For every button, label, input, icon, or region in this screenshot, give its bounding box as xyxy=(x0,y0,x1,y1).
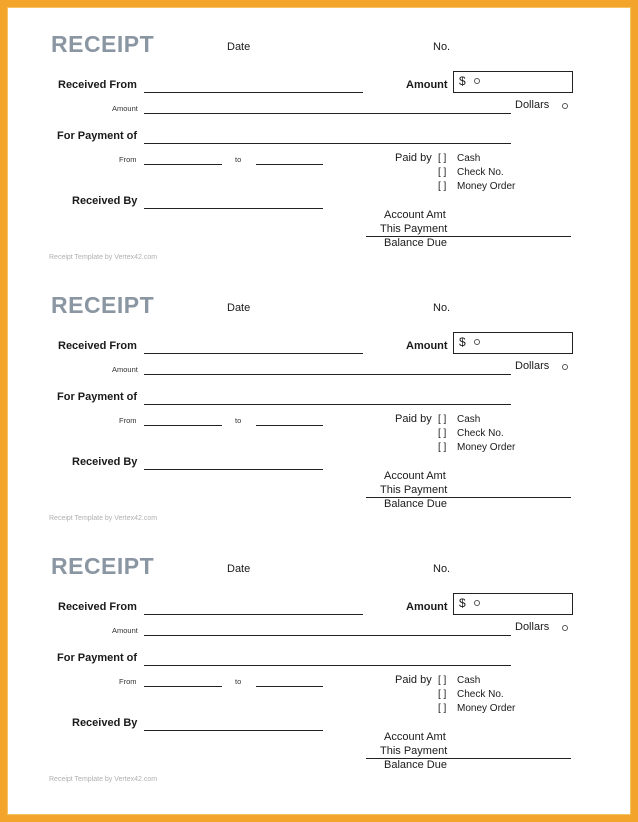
check-number-label: Check No. xyxy=(457,167,504,178)
received-by-field[interactable] xyxy=(144,208,323,209)
this-payment-label: This Payment xyxy=(380,223,448,235)
to-date-field[interactable] xyxy=(256,425,323,426)
receipt-title: RECEIPT xyxy=(51,553,155,579)
check-checkbox[interactable]: [ ] xyxy=(438,428,447,439)
money-order-checkbox[interactable]: [ ] xyxy=(438,181,447,192)
received-from-label: Received From xyxy=(58,79,137,91)
check-number-label: Check No. xyxy=(457,428,504,439)
receipt-title: RECEIPT xyxy=(51,292,155,318)
amount-label: Amount xyxy=(406,79,448,91)
amount-label: Amount xyxy=(406,340,448,352)
received-from-field[interactable] xyxy=(144,353,363,354)
check-checkbox[interactable]: [ ] xyxy=(438,689,447,700)
circle-icon xyxy=(562,625,568,631)
payment-for-field[interactable] xyxy=(144,665,511,666)
currency-symbol: $ xyxy=(459,596,466,610)
received-by-field[interactable] xyxy=(144,730,323,731)
dollars-label: Dollars xyxy=(515,621,550,633)
payment-for-label: For Payment of xyxy=(57,652,138,664)
money-order-checkbox[interactable]: [ ] xyxy=(438,703,447,714)
received-by-label: Received By xyxy=(72,456,138,468)
cash-checkbox[interactable]: [ ] xyxy=(438,675,447,686)
check-number-label: Check No. xyxy=(457,689,504,700)
to-label: to xyxy=(235,677,242,686)
watermark: Receipt Template by Vertex42.com xyxy=(49,515,158,522)
paid-by-label: Paid by xyxy=(395,413,432,425)
circle-icon xyxy=(474,339,480,345)
amount-field[interactable] xyxy=(453,332,573,354)
amount-in-words-label: Amount xyxy=(112,365,138,374)
account-amount-label: Account Amt xyxy=(384,209,446,221)
receipt-number-label: No. xyxy=(433,563,451,575)
receipt-number-label: No. xyxy=(433,41,451,53)
received-by-label: Received By xyxy=(72,717,138,729)
balance-due-label: Balance Due xyxy=(384,759,447,771)
balance-due-label: Balance Due xyxy=(384,237,447,249)
this-payment-label: This Payment xyxy=(380,745,448,757)
money-order-label: Money Order xyxy=(457,703,516,714)
receipt-title: RECEIPT xyxy=(51,31,155,57)
balance-due-label: Balance Due xyxy=(384,498,447,510)
amount-field[interactable] xyxy=(453,593,573,615)
cash-label: Cash xyxy=(457,414,481,425)
from-label: From xyxy=(119,155,137,164)
amount-label: Amount xyxy=(406,601,448,613)
dollars-label: Dollars xyxy=(515,360,550,372)
account-amount-label: Account Amt xyxy=(384,470,446,482)
amount-in-words-field[interactable] xyxy=(144,113,511,114)
cash-label: Cash xyxy=(457,675,481,686)
payment-for-label: For Payment of xyxy=(57,391,138,403)
amount-in-words-label: Amount xyxy=(112,626,138,635)
amount-in-words-label: Amount xyxy=(112,104,138,113)
currency-symbol: $ xyxy=(459,74,466,88)
watermark: Receipt Template by Vertex42.com xyxy=(49,254,158,261)
circle-icon xyxy=(474,600,480,606)
received-from-field[interactable] xyxy=(144,92,363,93)
to-label: to xyxy=(235,416,242,425)
watermark: Receipt Template by Vertex42.com xyxy=(49,776,158,783)
received-by-field[interactable] xyxy=(144,469,323,470)
paid-by-label: Paid by xyxy=(395,674,432,686)
receipt xyxy=(0,0,638,261)
receipt xyxy=(0,261,638,522)
account-amount-label: Account Amt xyxy=(384,731,446,743)
amount-field[interactable] xyxy=(453,71,573,93)
dollars-label: Dollars xyxy=(515,99,550,111)
cash-label: Cash xyxy=(457,153,481,164)
circle-icon xyxy=(474,78,480,84)
amount-in-words-field[interactable] xyxy=(144,635,511,636)
cash-checkbox[interactable]: [ ] xyxy=(438,414,447,425)
currency-symbol: $ xyxy=(459,335,466,349)
from-label: From xyxy=(119,677,137,686)
received-from-label: Received From xyxy=(58,601,137,613)
circle-icon xyxy=(562,103,568,109)
to-label: to xyxy=(235,155,242,164)
received-from-field[interactable] xyxy=(144,614,363,615)
receipt-number-label: No. xyxy=(433,302,451,314)
from-date-field[interactable] xyxy=(144,164,222,165)
payment-for-field[interactable] xyxy=(144,404,511,405)
from-label: From xyxy=(119,416,137,425)
paid-by-label: Paid by xyxy=(395,152,432,164)
to-date-field[interactable] xyxy=(256,686,323,687)
from-date-field[interactable] xyxy=(144,686,222,687)
received-by-label: Received By xyxy=(72,195,138,207)
received-from-label: Received From xyxy=(58,340,137,352)
this-payment-label: This Payment xyxy=(380,484,448,496)
circle-icon xyxy=(562,364,568,370)
to-date-field[interactable] xyxy=(256,164,323,165)
money-order-checkbox[interactable]: [ ] xyxy=(438,442,447,453)
money-order-label: Money Order xyxy=(457,181,516,192)
payment-for-label: For Payment of xyxy=(57,130,138,142)
payment-for-field[interactable] xyxy=(144,143,511,144)
date-label: Date xyxy=(227,302,251,314)
check-checkbox[interactable]: [ ] xyxy=(438,167,447,178)
money-order-label: Money Order xyxy=(457,442,516,453)
amount-in-words-field[interactable] xyxy=(144,374,511,375)
receipt xyxy=(0,522,638,783)
cash-checkbox[interactable]: [ ] xyxy=(438,153,447,164)
date-label: Date xyxy=(227,563,251,575)
date-label: Date xyxy=(227,41,251,53)
from-date-field[interactable] xyxy=(144,425,222,426)
